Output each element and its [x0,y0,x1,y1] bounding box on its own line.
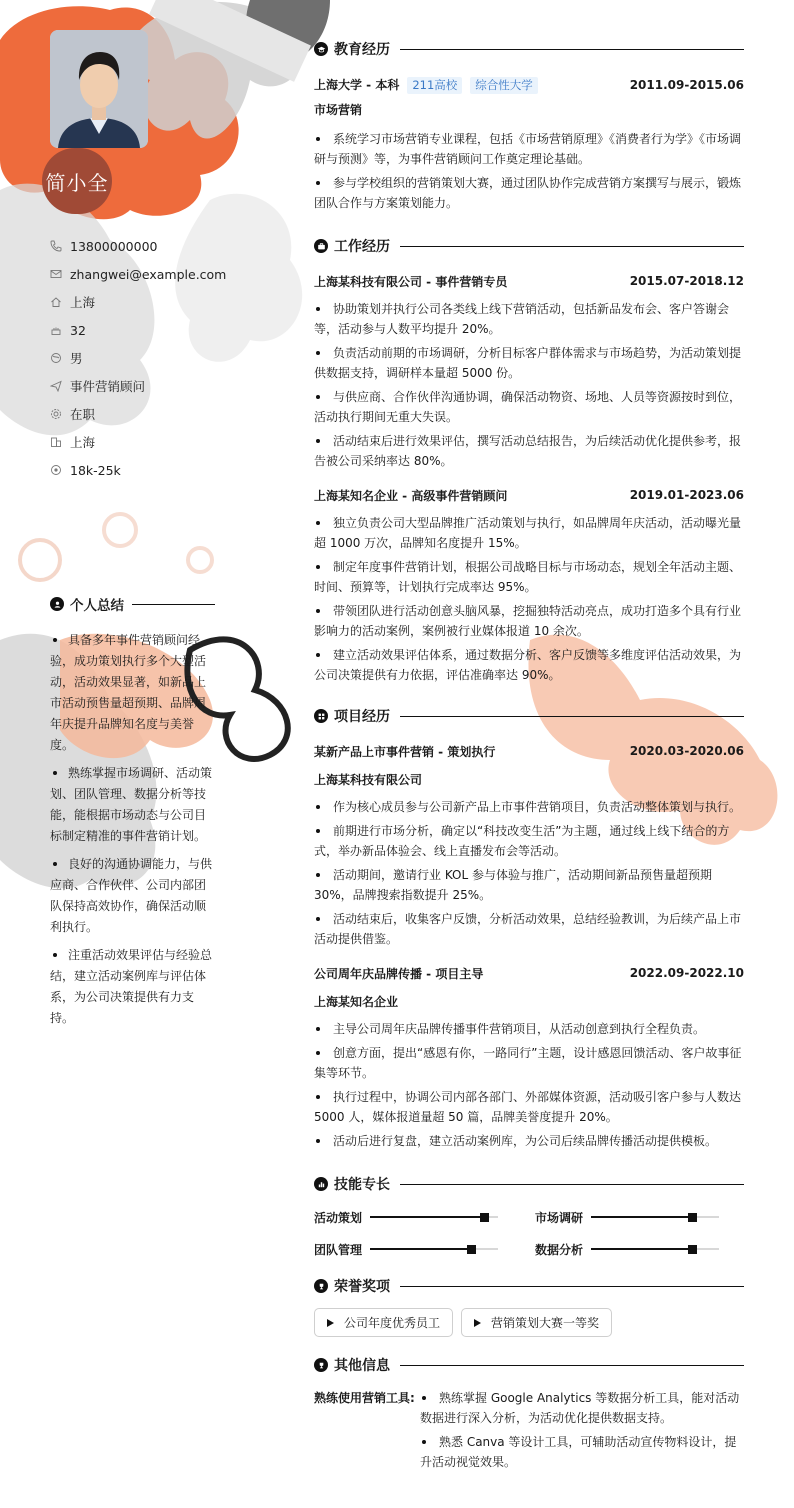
skill-item [535,1207,744,1227]
home-icon [50,296,70,308]
project-item: 主导公司周年庆品牌传播事件营销项目，从活动创意到执行全程负责。 [314,1019,744,1039]
play-icon [327,1319,334,1327]
skill-name: 市场调研 [535,1210,584,1225]
job-org: 上海某科技有限公司 - 事件营销专员 [314,274,508,289]
education-list [314,129,744,213]
project-date: 2022.09-2022.10 [629,966,744,980]
summary-section [50,594,215,1036]
contact-salary [50,456,250,484]
other-item: 熟练掌握 Google Analytics 等数据分析工具，能对活动数据进行深入分析，为活动优化提供数据支持。 [420,1391,740,1425]
summary-item: 具备多年事件营销顾问经验，成功策划执行多个大型活动，活动效果显著，如新品上市活动预售量超预期、品牌周年庆提升品牌知名度与美誉度。 [50,633,207,752]
contact-phone-text: 13800000000 [70,238,158,254]
school-tag: 211高校 [407,77,462,94]
projects-header [314,705,744,727]
skill-bar [591,1213,719,1221]
education-header [314,38,744,60]
project-item: 活动后进行复盘，建立活动案例库，为公司后续品牌传播活动提供模板。 [314,1131,744,1151]
summary-list [50,630,215,1029]
project-company: 上海某科技有限公司 [314,772,423,787]
summary-title: 个人总结 [70,598,124,614]
project-item: 前期进行市场分析，确定以“科技改变生活”为主题，通过线上线下结合的方式，举办新品体验会、线上直播发布会等活动。 [314,824,730,858]
job-item: 活动结束后进行效果评估，撰写活动总结报告，为后续活动优化提供参考，报告被公司采纳率达 80%。 [314,434,742,468]
project-item: 执行过程中，协调公司内部各部门、外部媒体资源，活动吸引客户参与人数达 5000 人，媒体报道量超 50 篇，品牌美誉度提升 20%。 [314,1090,742,1124]
contact-phone [50,232,250,260]
contact-email-text: zhangwei@example.com [70,266,227,282]
contact-salary-text: 18k-25k [70,462,121,478]
contact-position [50,372,250,400]
education-date: 2011.09-2015.06 [629,78,744,92]
job-list [314,299,744,471]
other-label: 熟练使用营销工具: [314,1391,415,1405]
skills-title: 技能专长 [334,1177,390,1193]
age-icon [50,324,70,336]
play-icon [474,1319,481,1327]
main-column [314,38,744,1476]
profile-name: 简小全 [42,148,112,214]
project-item: 活动期间，邀请行业 KOL 参与体验与推广，活动期间新品预售量超预期 30%，品牌搜索指数提升 25%。 [314,868,712,902]
job-item: 制定年度事件营销计划，根据公司战略目标与市场动态，规划全年活动主题、时间、预算等，计划执行完成率达 95%。 [314,560,742,594]
contact-status-text: 在职 [70,407,96,422]
mail-icon [50,268,70,280]
user-icon [50,597,64,611]
contact-gender-text: 男 [70,351,83,366]
project-row [314,963,744,983]
skill-item [314,1239,535,1259]
project-item: 活动结束后，收集客户反馈，分析活动效果，总结经验教训，为后续产品上市活动提供借鉴。 [314,912,742,946]
contact-email [50,260,250,288]
contact-home [50,288,250,316]
work-title: 工作经历 [334,239,390,255]
skill-bar [370,1213,498,1221]
status-icon [50,408,70,420]
award-chip [461,1308,612,1337]
award-label: 公司年度优秀员工 [344,1316,441,1330]
contact-position-text: 事件营销顾问 [70,379,146,394]
school-name: 上海大学 - 本科 [314,78,400,92]
education-row [314,75,744,95]
other-list [420,1388,744,1476]
contact-status [50,400,250,428]
education-title: 教育经历 [334,42,390,58]
other-block [314,1388,744,1476]
job-row [314,485,744,505]
education-item: 参与学校组织的营销策划大赛，通过团队协作完成营销方案撰写与展示，锻炼团队合作与方案策划能力。 [314,176,742,210]
contact-city-text: 上海 [70,435,96,450]
skill-bar [370,1245,498,1253]
other-title: 其他信息 [334,1358,390,1374]
summary-item: 良好的沟通协调能力，与供应商、合作伙伴、公司内部团队保持高效协作，确保活动顺利执行。 [50,857,213,934]
trophy-icon [314,1279,328,1293]
job-org: 上海某知名企业 - 高级事件营销顾问 [314,488,508,503]
awards-header [314,1275,744,1297]
job-item: 与供应商、合作伙伴沟通协调，确保活动物资、场地、人员等资源按时到位，活动执行期间无重大失误。 [314,390,742,424]
education-item: 系统学习市场营销专业课程，包括《市场营销原理》《消费者行为学》《市场调研与预测》等，为事件营销顾问工作奠定理论基础。 [314,132,742,166]
education-major: 市场营销 [314,102,363,117]
project-name: 公司周年庆品牌传播 - 项目主导 [314,966,484,981]
school-tag: 综合性大学 [470,77,538,94]
project-company: 上海某知名企业 [314,994,399,1009]
skills-divider [400,1184,744,1185]
job-date: 2019.01-2023.06 [629,488,744,502]
project-row [314,741,744,761]
gender-icon [50,352,70,364]
project-item: 作为核心成员参与公司新产品上市事件营销项目，负责活动整体策划与执行。 [314,797,744,817]
other-item: 熟悉 Canva 等设计工具，可辅助活动宣传物料设计，提升活动视觉效果。 [420,1435,737,1469]
project-item: 创意方面，提出“感恩有你，一路同行”主题，设计感恩回馈活动、客户故事征集等环节。 [314,1046,742,1080]
faint-circle-2 [104,514,136,546]
education-divider [400,49,744,50]
faint-circle [20,540,60,580]
skill-item [535,1239,744,1259]
summary-header [50,594,215,614]
project-date: 2020.03-2020.06 [629,744,744,758]
other-header [314,1354,744,1376]
award-label: 营销策划大赛一等奖 [491,1316,600,1330]
building-icon [50,436,70,448]
award-chip [314,1308,453,1337]
skill-item [314,1207,535,1227]
briefcase-icon [314,239,328,253]
summary-item: 熟练掌握市场调研、活动策划、团队管理、数据分析等技能，能根据市场动态与公司目标制定精准的事件营销计划。 [50,766,213,843]
bar-chart-icon [314,1177,328,1191]
summary-divider [132,604,215,605]
job-row [314,271,744,291]
project-list [314,1019,744,1151]
job-item: 负责活动前期的市场调研，分析目标客户群体需求与市场趋势，为活动策划提供数据支持，调研样本量超 5000 份。 [314,346,742,380]
other-divider [400,1365,744,1366]
job-item: 独立负责公司大型品牌推广活动策划与执行，如品牌周年庆活动，活动曝光量超 1000 万次，品牌知名度提升 15%。 [314,516,742,550]
graduation-cap-icon [314,42,328,56]
awards-list [314,1308,744,1337]
contact-gender [50,344,250,372]
phone-icon [50,240,70,252]
job-item: 建立活动效果评估体系，通过数据分析、客户反馈等多维度评估活动效果，为公司决策提供有力依据，评估准确率达 90%。 [314,648,742,682]
info-icon [314,1358,328,1372]
contact-list [50,232,250,484]
work-divider [400,246,744,247]
contact-home-text: 上海 [70,295,96,310]
salary-icon [50,464,70,476]
project-name: 某新产品上市事件营销 - 策划执行 [314,744,496,759]
contact-age [50,316,250,344]
faint-circle-3 [188,548,212,572]
grid-icon [314,709,328,723]
summary-item: 注重活动效果评估与经验总结，建立活动案例库与评估体系，为公司决策提供有力支持。 [50,948,213,1025]
job-item: 协助策划并执行公司各类线上线下营销活动，包括新品发布会、客户答谢会等，活动参与人数平均提升 20%。 [314,302,730,336]
profile-photo [50,30,148,148]
contact-city [50,428,250,456]
skills-header [314,1173,744,1195]
projects-title: 项目经历 [334,709,390,725]
skill-bar [591,1245,719,1253]
skill-name: 数据分析 [535,1242,584,1257]
skill-name: 活动策划 [314,1210,363,1225]
skill-name: 团队管理 [314,1242,363,1257]
person-avatar-icon [50,30,148,148]
awards-divider [400,1286,744,1287]
awards-title: 荣誉奖项 [334,1279,390,1295]
work-header [314,235,744,257]
job-date: 2015.07-2018.12 [629,274,744,288]
skills-grid [314,1207,744,1259]
send-icon [50,380,70,392]
contact-age-text: 32 [70,322,86,338]
project-list [314,797,744,949]
job-list [314,513,744,685]
projects-divider [400,716,744,717]
job-item: 带领团队进行活动创意头脑风暴，挖掘独特活动亮点，成功打造多个具有行业影响力的活动案例，案例被行业媒体报道 10 余次。 [314,604,742,638]
